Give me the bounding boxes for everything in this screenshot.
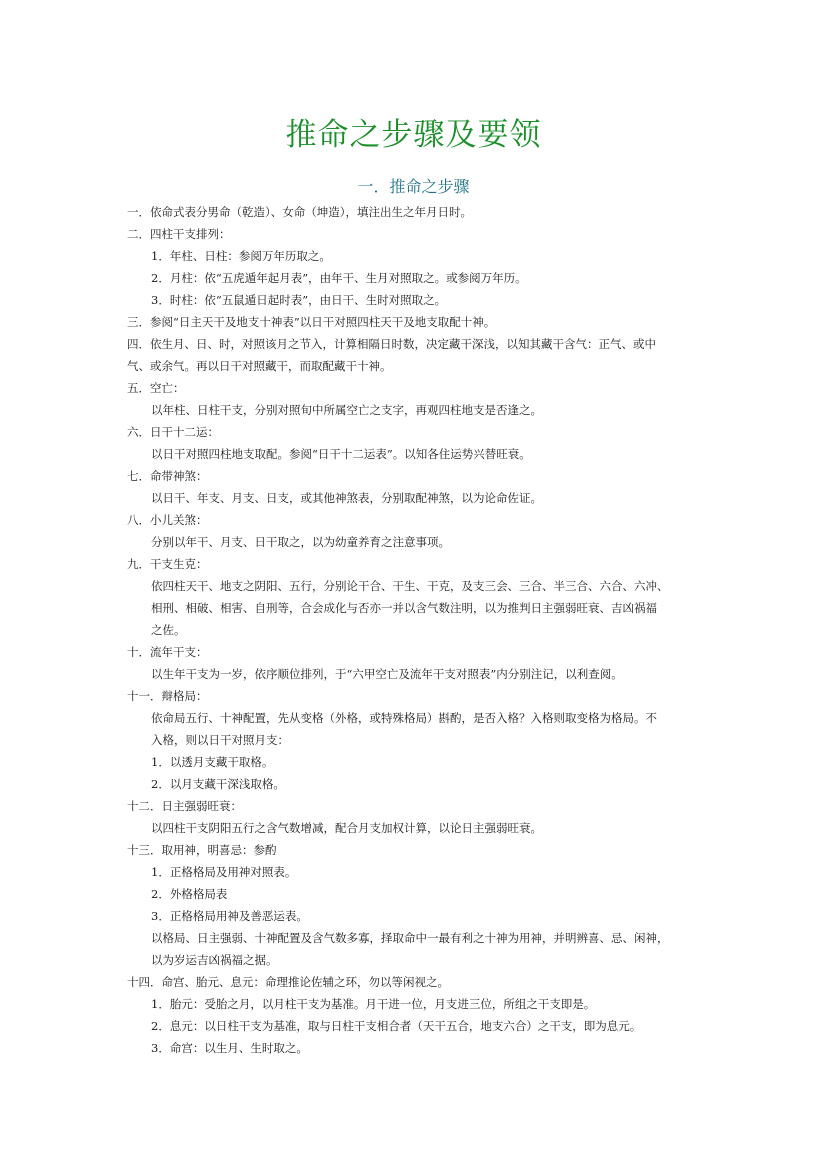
text-line: 2．以月支藏干深浅取格。 <box>151 777 285 791</box>
text-line: 三．参阅“日主天干及地支十神表”以日干对照四柱天干及地支取配十神。 <box>127 315 496 329</box>
text-line: 依命局五行、十神配置，先从变格（外格，或特殊格局）斟酌，是否入格？入格则取变格为格局。不 <box>151 711 657 725</box>
text-line: 六．日干十二运： <box>127 425 219 439</box>
text-line: 以日干、年支、月支、日支，或其他神煞表，分别取配神煞，以为论命佐证。 <box>151 491 542 505</box>
text-line: 十．流年干支： <box>127 645 208 659</box>
text-line: 四．依生月、日、时，对照该月之节入，计算相隔日时数，决定藏干深浅，以知其藏干含气：正气、或中 <box>127 337 656 351</box>
text-line: 以为岁运吉凶祸福之据。 <box>151 953 278 967</box>
text-line: 十四．命宫、胎元、息元：命理推论佐辅之环，勿以等闲视之。 <box>127 975 449 989</box>
text-line: 1．胎元：受胎之月，以月柱干支为基准。月干进一位，月支进三位，所组之干支即是。 <box>151 997 596 1011</box>
text-line: 气、或余气。再以日干对照藏干，而取配藏干十神。 <box>127 359 392 373</box>
text-line: 一．依命式表分男命（乾造）、女命（坤造），填注出生之年月日时。 <box>127 205 472 219</box>
text-line: 1．年柱、日柱：参阅万年历取之。 <box>151 249 331 263</box>
text-line: 2．息元：以日柱干支为基准，取与日柱干支相合者（天干五合，地支六合）之干支，即为息元。 <box>151 1019 642 1033</box>
text-line: 3．时柱：依“五鼠遁日起时表”，由日干、生时对照取之。 <box>151 293 447 307</box>
text-line: 十二．日主强弱旺衰： <box>127 799 242 813</box>
text-line: 二．四柱干支排列： <box>127 227 231 241</box>
text-line: 1．正格格局及用神对照表。 <box>151 865 297 879</box>
text-line: 分别以年干、月支、日干取之，以为幼童养育之注意事项。 <box>151 535 450 549</box>
text-line: 以年柱、日柱干支，分别对照旬中所属空亡之支字，再观四柱地支是否逢之。 <box>151 403 542 417</box>
text-line: 之佐。 <box>151 623 186 637</box>
text-line: 八．小儿关煞： <box>127 513 208 527</box>
text-line: 入格，则以日干对照月支： <box>151 733 289 747</box>
page-title: 推命之步骤及要领 <box>285 117 542 153</box>
text-line: 3．正格格局用神及善恶运表。 <box>151 909 308 923</box>
text-line: 3．命宫：以生月、生时取之。 <box>151 1041 308 1055</box>
text-line: 以日干对照四柱地支取配。参阅“日干十二运表”。以知各住运势兴替旺衰。 <box>151 447 531 461</box>
text-line: 以四柱干支阴阳五行之含气数增减，配合月支加权计算，以论日主强弱旺衰。 <box>151 821 542 835</box>
text-line: 以生年干支为一岁，依序顺位排列，于“六甲空亡及流年干支对照表”内分别注记，以利查阅。 <box>151 667 623 681</box>
text-line: 五．空亡： <box>127 381 185 395</box>
text-line: 以格局、日主强弱、十神配置及含气数多寡，择取命中一最有利之十神为用神，并明辨喜、忌、闲神， <box>151 931 669 945</box>
text-line: 相刑、相破、相害、自刑等，合会成化与否亦一并以含气数注明，以为推判日主强弱旺衰、吉凶祸福 <box>151 601 657 615</box>
text-line: 九．干支生克： <box>127 557 208 571</box>
text-line: 依四柱天干、地支之阴阳、五行，分别论干合、干生、干克，及支三会、三合、半三合、六合、六冲、 <box>151 579 669 593</box>
section-heading: 一．推命之步骤 <box>357 177 470 196</box>
text-line: 十三．取用神，明喜忌：参酌 <box>127 843 277 857</box>
text-line: 1．以透月支藏干取格。 <box>151 755 274 769</box>
text-line: 2．月柱：依“五虎遁年起月表”，由年干、生月对照取之。或参阅万年历。 <box>151 271 527 285</box>
text-line: 七．命带神煞： <box>127 469 208 483</box>
document-body <box>127 201 707 1059</box>
text-line: 2．外格格局表 <box>151 887 228 901</box>
text-line: 十一．辩格局： <box>127 689 208 703</box>
